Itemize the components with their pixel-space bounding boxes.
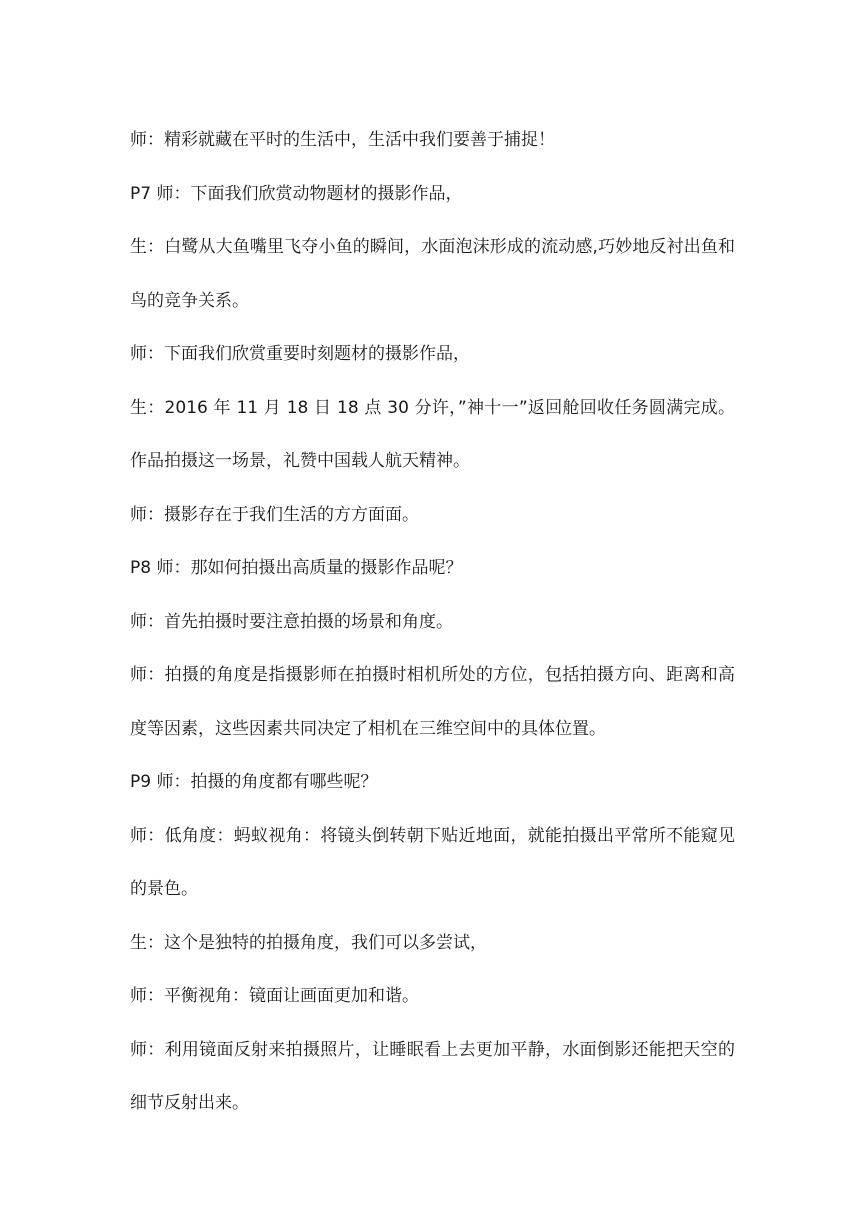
paragraph: 生：白鹭从大鱼嘴里飞夺小鱼的瞬间，水面泡沫形成的流动感,巧妙地反衬出鱼和鸟的竞争关系。 <box>130 237 735 311</box>
paragraph: 师：利用镜面反射来拍摄照片，让睡眠看上去更加平静，水面倒影还能把天空的细节反射出来。 <box>130 1039 735 1113</box>
paragraph: 师：低角度：蚂蚁视角：将镜头倒转朝下贴近地面，就能拍摄出平常所不能窥见的景色。 <box>130 825 735 899</box>
paragraph: 师：下面我们欣赏重要时刻题材的摄影作品， <box>130 344 470 364</box>
paragraph: 师：摄影存在于我们生活的方方面面。 <box>130 504 419 525</box>
paragraph: 师：平衡视角：镜面让画面更加和谐。 <box>130 986 419 1006</box>
paragraph: 生：这个是独特的拍摄角度，我们可以多尝试， <box>130 932 487 953</box>
paragraph: 师：拍摄的角度是指摄影师在拍摄时相机所处的方位，包括拍摄方向、距离和高度等因素，这些因素共同决定了相机在三维空间中的具体位置。 <box>130 665 735 739</box>
paragraph: P8 师：那如何拍摄出高质量的摄影作品呢？ <box>130 558 463 578</box>
document-body <box>130 114 735 1131</box>
paragraph: P9 师：拍摄的角度都有哪些呢？ <box>130 772 378 792</box>
paragraph: 师：首先拍摄时要注意拍摄的场景和角度。 <box>130 611 453 632</box>
paragraph: 师：精彩就藏在平时的生活中，生活中我们要善于捕捉！ <box>130 130 555 150</box>
paragraph: P7 师：下面我们欣赏动物题材的摄影作品， <box>130 183 463 204</box>
paragraph: 生：2016 年 11 月 18 日 18 点 30 分许，”神十一”返回舱回收任务圆满完成。作品拍摄这一场景，礼赞中国载人航天精神。 <box>130 397 735 471</box>
